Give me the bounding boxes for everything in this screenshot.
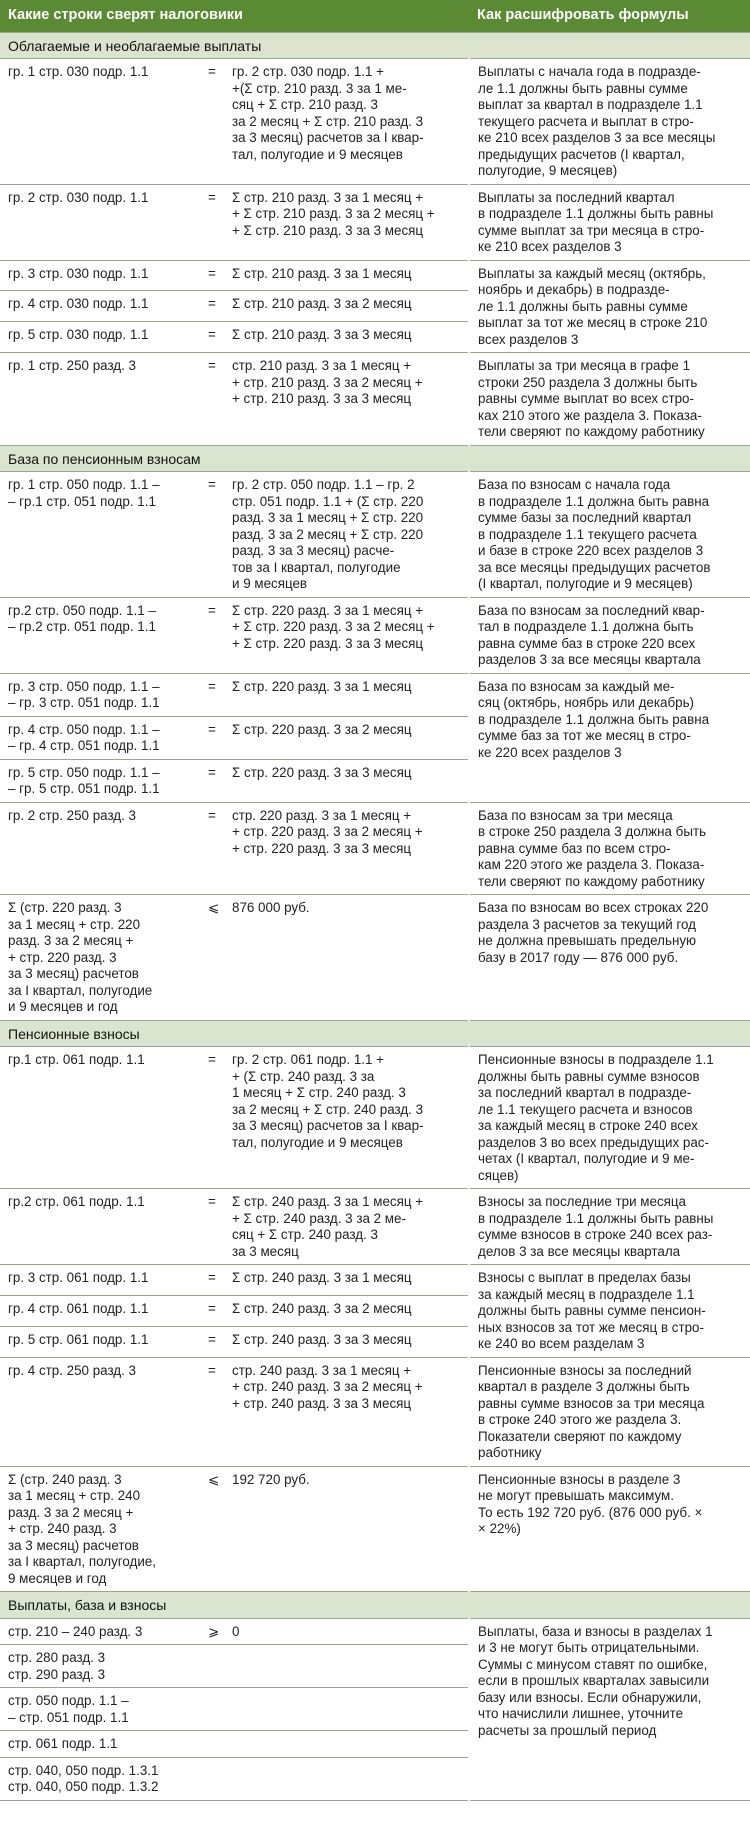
table-row: [0, 260, 750, 291]
checked-line-cell: гр. 1 стр. 250 разд. 3: [0, 353, 200, 446]
checked-line-cell: гр. 4 стр. 061 подр. 1.1: [0, 1295, 200, 1326]
explanation-cell: Взносы за последние три месяца в подразделе 1.1 должны быть равны сумме взносов в строке 240 всех раз- делов 3 за все месяцы квартала: [469, 1189, 750, 1265]
checked-line-cell: гр.2 стр. 061 подр. 1.1: [0, 1189, 200, 1265]
formula-cell: гр. 2 стр. 050 подр. 1.1 – гр. 2 стр. 051 подр. 1.1 + (Σ стр. 220 разд. 3 за 1 месяц + Σ стр. 220 разд. 3 за 2 месяц + Σ стр. 220 разд. 3 за 3 месяц) расче- тов за I квартал, полугодие и 9 месяцев: [228, 472, 469, 598]
explanation-cell: Взносы с выплат в пределах базы за каждый месяц в подразделе 1.1 должны быть равны сумме пенсион- ных взносов за тот же месяц в стро- ке 240 во всем разделам 3: [469, 1265, 750, 1358]
table-row: [0, 1047, 750, 1189]
formula-cell: Σ стр. 210 разд. 3 за 2 месяц: [228, 291, 469, 322]
operator-cell: =: [200, 1326, 228, 1357]
formula-cell: Σ стр. 210 разд. 3 за 3 месяц: [228, 322, 469, 353]
section-header: [0, 445, 750, 472]
operator-cell: [200, 1645, 228, 1688]
formula-cell: Σ стр. 240 разд. 3 за 1 месяц + + Σ стр. 240 разд. 3 за 2 ме- сяц + Σ стр. 240 разд. 3 за 3 месяц: [228, 1189, 469, 1265]
explanation-cell: База по взносам во всех строках 220 раздела 3 расчетов за текущий год не должна превышать предельную базу в 2017 году — 876 000 руб.: [469, 895, 750, 1021]
checked-line-cell: гр. 1 стр. 030 подр. 1.1: [0, 59, 200, 185]
explanation-cell: Выплаты, база и взносы в разделах 1 и 3 не могут быть отрицательными. Суммы с минусом ставят по ошибке, если в прошлых кварталах завысили базу или взносы. Если обнаружили, что начислили лишнее, уточните расчеты за прошлый период: [469, 1618, 750, 1800]
section-title: Облагаемые и необлагаемые выплаты: [0, 32, 750, 59]
table-row: [0, 59, 750, 185]
checked-line-cell: гр. 3 стр. 050 подр. 1.1 – – гр. 3 стр. 051 подр. 1.1: [0, 673, 200, 716]
checked-line-cell: гр.1 стр. 061 подр. 1.1: [0, 1047, 200, 1189]
formula-cell: Σ стр. 240 разд. 3 за 2 месяц: [228, 1295, 469, 1326]
operator-cell: =: [200, 322, 228, 353]
formula-cell: [228, 1731, 469, 1758]
checked-line-cell: гр. 2 стр. 250 разд. 3: [0, 802, 200, 895]
checked-line-cell: стр. 280 разд. 3 стр. 290 разд. 3: [0, 1645, 200, 1688]
operator-cell: ⩽: [200, 1466, 228, 1592]
formula-cell: гр. 2 стр. 061 подр. 1.1 + + (Σ стр. 240 разд. 3 за 1 месяц + Σ стр. 240 разд. 3 за 2 месяц + Σ стр. 240 разд. 3 за 3 месяц) расчетов за I квар- тал, полугодие и 9 месяцев: [228, 1047, 469, 1189]
formula-cell: стр. 210 разд. 3 за 1 месяц + + стр. 210 разд. 3 за 2 месяц + + стр. 210 разд. 3 за 3 месяц: [228, 353, 469, 446]
checked-line-cell: стр. 040, 050 подр. 1.3.1 стр. 040, 050 подр. 1.3.2: [0, 1757, 200, 1800]
section-title: Пенсионные взносы: [0, 1020, 750, 1047]
operator-cell: =: [200, 1265, 228, 1296]
explanation-cell: Выплаты с начала года в подразде- ле 1.1 должны быть равны сумме выплат за квартал в подразделе 1.1 текущего расчета и выплат в стро- ке 210 всех разделов 3 за все месяцы предыдущих расчетов (I квартал, полугодие, 9 месяцев): [469, 59, 750, 185]
formula-cell: 192 720 руб.: [228, 1466, 469, 1592]
formula-cell: 0: [228, 1618, 469, 1645]
explanation-cell: Пенсионные взносы в подразделе 1.1 должны быть равны сумме взносов за последний квартал в подразде- ле 1.1 текущего расчета и взносов за каждый месяц в строке 240 всех разделов 3 во всех предыдущих рас- четах (I квартал, полугодие и 9 ме- сяцев): [469, 1047, 750, 1189]
checked-line-cell: гр. 5 стр. 030 подр. 1.1: [0, 322, 200, 353]
formula-cell: [228, 1688, 469, 1731]
formula-cell: 876 000 руб.: [228, 895, 469, 1021]
formula-cell: стр. 240 разд. 3 за 1 месяц + + стр. 240 разд. 3 за 2 месяц + + стр. 240 разд. 3 за 3 месяц: [228, 1357, 469, 1466]
checked-line-cell: гр. 2 стр. 030 подр. 1.1: [0, 184, 200, 260]
formula-cell: [228, 1757, 469, 1800]
operator-cell: =: [200, 597, 228, 673]
checked-line-cell: гр. 4 стр. 050 подр. 1.1 – – гр. 4 стр. 051 подр. 1.1: [0, 716, 200, 759]
checked-line-cell: гр.2 стр. 050 подр. 1.1 – – гр.2 стр. 051 подр. 1.1: [0, 597, 200, 673]
explanation-cell: Пенсионные взносы в разделе 3 не могут превышать максимум. То есть 192 720 руб. (876 000 руб. × × 22%): [469, 1466, 750, 1592]
operator-cell: =: [200, 353, 228, 446]
table-row: [0, 597, 750, 673]
checked-line-cell: стр. 050 подр. 1.1 – – стр. 051 подр. 1.1: [0, 1688, 200, 1731]
formula-cell: Σ стр. 220 разд. 3 за 2 месяц: [228, 716, 469, 759]
table-row: [0, 472, 750, 598]
explanation-cell: База по взносам за последний квар- тал в подразделе 1.1 должна быть равна сумме баз в строке 220 всех разделов 3 за все месяцы квартала: [469, 597, 750, 673]
operator-cell: =: [200, 673, 228, 716]
formula-cell: гр. 2 стр. 030 подр. 1.1 + +(Σ стр. 210 разд. 3 за 1 ме- сяц + Σ стр. 210 разд. 3 за 2 месяц + Σ стр. 210 разд. 3 за 3 месяц) расчетов за I квар- тал, полугодие и 9 месяцев: [228, 59, 469, 185]
formula-cell: Σ стр. 220 разд. 3 за 1 месяц + + Σ стр. 220 разд. 3 за 2 месяц + + Σ стр. 220 разд. 3 за 3 месяц: [228, 597, 469, 673]
table-row: [0, 1189, 750, 1265]
table-row: [0, 802, 750, 895]
formula-cell: Σ стр. 220 разд. 3 за 3 месяц: [228, 759, 469, 802]
section-header: [0, 1020, 750, 1047]
table-row: [0, 353, 750, 446]
operator-cell: =: [200, 260, 228, 291]
explanation-cell: База по взносам за каждый ме- сяц (октябрь, ноябрь или декабрь) в подразделе 1.1 должна быть равна сумме баз за тот же месяц в стро- ке 220 всех разделов 3: [469, 673, 750, 802]
checked-line-cell: гр. 4 стр. 250 разд. 3: [0, 1357, 200, 1466]
formula-cell: Σ стр. 210 разд. 3 за 1 месяц: [228, 260, 469, 291]
operator-cell: ⩾: [200, 1618, 228, 1645]
section-title: База по пенсионным взносам: [0, 445, 750, 472]
explanation-cell: База по взносам с начала года в подразделе 1.1 должна быть равна сумме базы за последний квартал в подразделе 1.1 текущего расчета и базе в строке 220 всех разделов 3 за все месяцы предыдущих расчетов (I квартал, полугодие и 9 месяцев): [469, 472, 750, 598]
table-row: [0, 1618, 750, 1645]
table-row: [0, 895, 750, 1021]
formula-cell: Σ стр. 240 разд. 3 за 1 месяц: [228, 1265, 469, 1296]
formula-cell: Σ стр. 210 разд. 3 за 1 месяц + + Σ стр. 210 разд. 3 за 2 месяц + + Σ стр. 210 разд. 3 за 3 месяц: [228, 184, 469, 260]
operator-cell: ⩽: [200, 895, 228, 1021]
operator-cell: =: [200, 1357, 228, 1466]
table-row: [0, 1265, 750, 1296]
table-row: [0, 1357, 750, 1466]
section-title: Выплаты, база и взносы: [0, 1592, 750, 1619]
explanation-cell: Выплаты за каждый месяц (октябрь, ноябрь и декабрь) в подразде- ле 1.1 должны быть равны сумме выплат за тот же месяц в строке 210 всех разделов 3: [469, 260, 750, 353]
section-header: [0, 32, 750, 59]
operator-cell: =: [200, 59, 228, 185]
formula-cell: [228, 1645, 469, 1688]
operator-cell: =: [200, 1189, 228, 1265]
checked-line-cell: гр. 5 стр. 050 подр. 1.1 – – гр. 5 стр. 051 подр. 1.1: [0, 759, 200, 802]
header-how-to-decode: Как расшифровать формулы: [469, 0, 750, 32]
operator-cell: =: [200, 1047, 228, 1189]
operator-cell: [200, 1688, 228, 1731]
explanation-cell: Пенсионные взносы за последний квартал в разделе 3 должны быть равны сумме взносов за три месяца в строке 240 этого же раздела 3. Показатели сверяют по каждому работнику: [469, 1357, 750, 1466]
table-row: [0, 1466, 750, 1592]
checked-line-cell: гр. 3 стр. 030 подр. 1.1: [0, 260, 200, 291]
operator-cell: =: [200, 802, 228, 895]
checked-line-cell: стр. 210 – 240 разд. 3: [0, 1618, 200, 1645]
formula-cell: стр. 220 разд. 3 за 1 месяц + + стр. 220 разд. 3 за 2 месяц + + стр. 220 разд. 3 за 3 месяц: [228, 802, 469, 895]
checked-line-cell: гр. 4 стр. 030 подр. 1.1: [0, 291, 200, 322]
operator-cell: =: [200, 1295, 228, 1326]
checked-line-cell: гр. 3 стр. 061 подр. 1.1: [0, 1265, 200, 1296]
checked-line-cell: гр. 5 стр. 061 подр. 1.1: [0, 1326, 200, 1357]
checked-line-cell: гр. 1 стр. 050 подр. 1.1 – – гр.1 стр. 051 подр. 1.1: [0, 472, 200, 598]
checked-line-cell: Σ (стр. 240 разд. 3 за 1 месяц + стр. 240 разд. 3 за 2 месяц + + стр. 240 разд. 3 за 3 месяц) расчетов за I квартал, полугодие, 9 месяцев и год: [0, 1466, 200, 1592]
table-row: [0, 673, 750, 716]
operator-cell: =: [200, 759, 228, 802]
table-row: [0, 184, 750, 260]
explanation-cell: База по взносам за три месяца в строке 250 раздела 3 должна быть равна сумме баз по всем стро- кам 220 этого же раздела 3. Показа- тели сверяют по каждому работнику: [469, 802, 750, 895]
operator-cell: =: [200, 184, 228, 260]
operator-cell: =: [200, 472, 228, 598]
operator-cell: =: [200, 291, 228, 322]
table-header: [0, 0, 750, 32]
checked-line-cell: Σ (стр. 220 разд. 3 за 1 месяц + стр. 220 разд. 3 за 2 месяц + + стр. 220 разд. 3 за 3 месяц) расчетов за I квартал, полугодие и 9 месяцев и год: [0, 895, 200, 1021]
explanation-cell: Выплаты за три месяца в графе 1 строки 250 раздела 3 должны быть равны сумме выплат во всех стро- ках 210 этого же раздела 3. Показа- тели сверяют по каждому работнику: [469, 353, 750, 446]
explanation-cell: Выплаты за последний квартал в подразделе 1.1 должны быть равны сумме выплат за три месяца в стро- ке 210 всех разделов 3: [469, 184, 750, 260]
operator-cell: [200, 1757, 228, 1800]
operator-cell: =: [200, 716, 228, 759]
table-body: [0, 32, 750, 1800]
section-header: [0, 1592, 750, 1619]
checked-line-cell: стр. 061 подр. 1.1: [0, 1731, 200, 1758]
formula-cell: Σ стр. 220 разд. 3 за 1 месяц: [228, 673, 469, 716]
operator-cell: [200, 1731, 228, 1758]
header-lines-checked: Какие строки сверят налоговики: [0, 0, 469, 32]
formula-cell: Σ стр. 240 разд. 3 за 3 месяц: [228, 1326, 469, 1357]
